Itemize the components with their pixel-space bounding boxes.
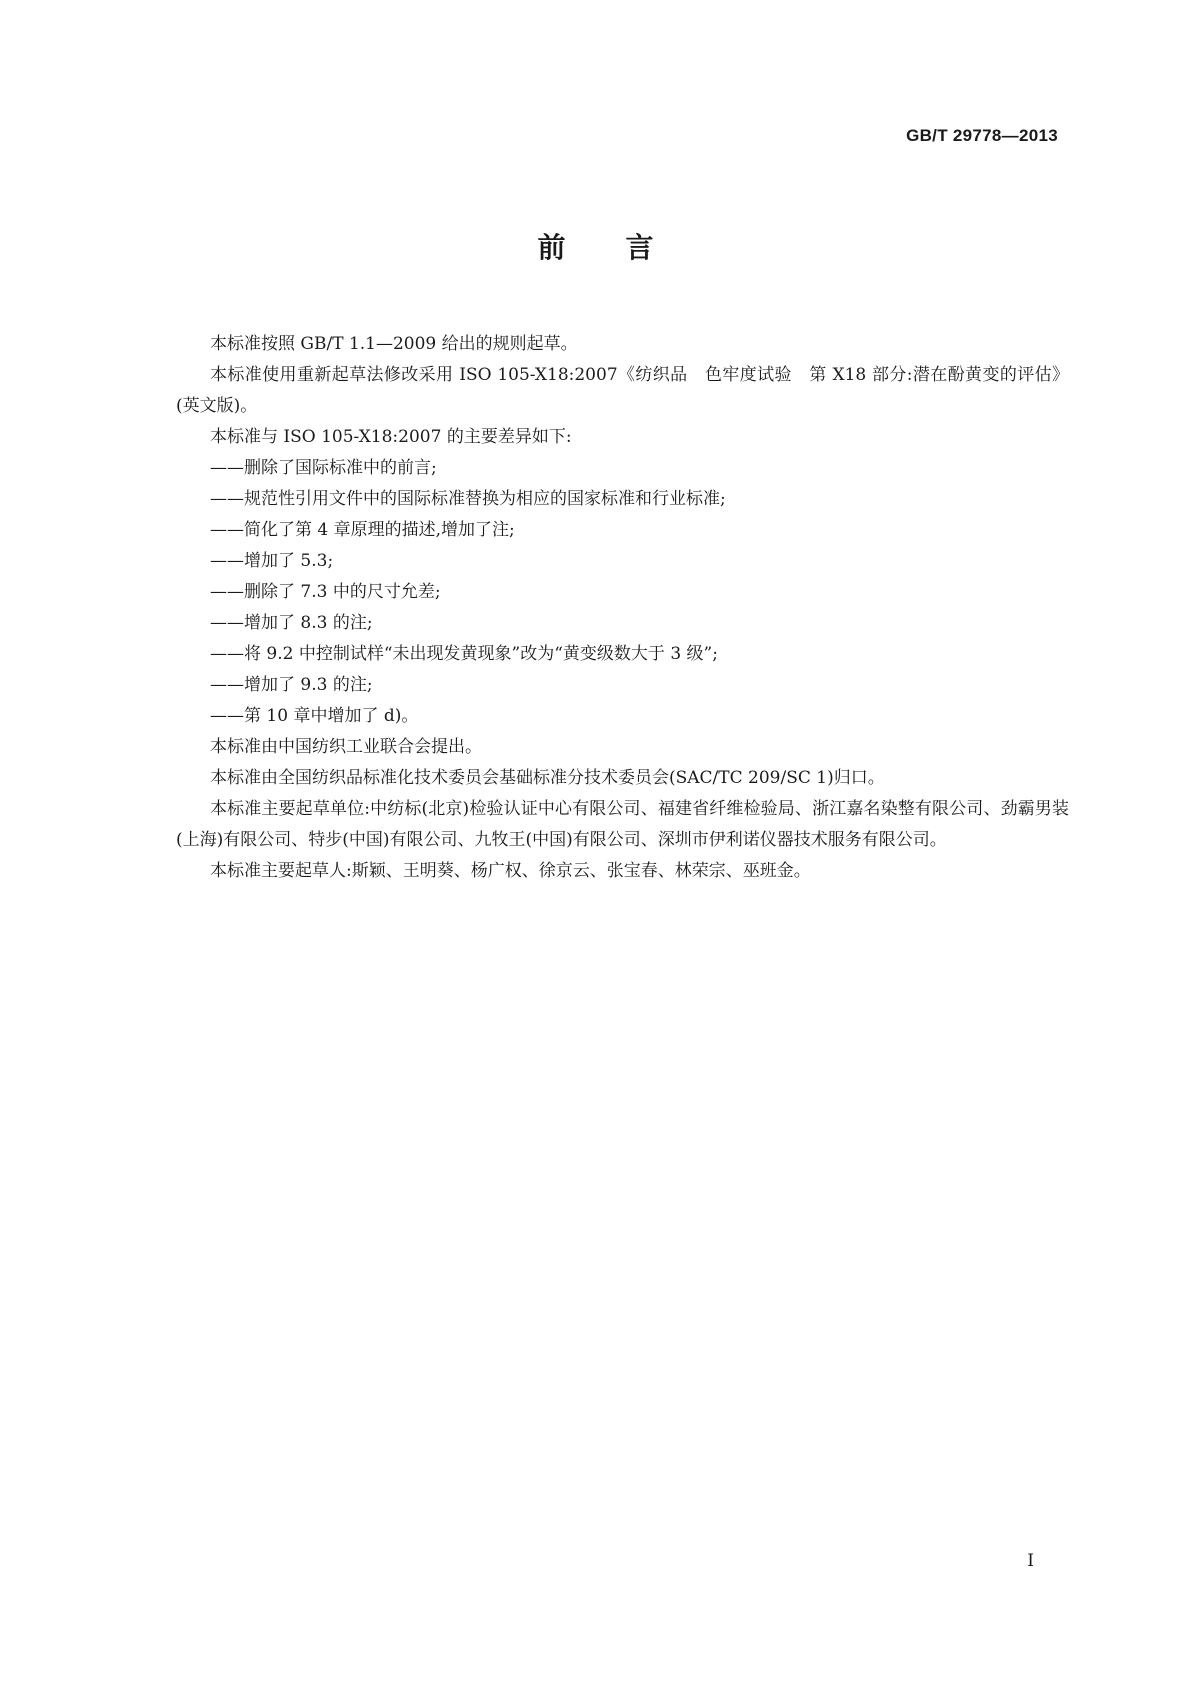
page-number: I — [1027, 1551, 1034, 1571]
list-item: ——简化了第 4 章原理的描述,增加了注; — [210, 520, 515, 540]
rules-paragraph: 本标准按照 GB/T 1.1—2009 给出的规则起草。 — [210, 334, 578, 354]
adoption-paragraph: 本标准使用重新起草法修改采用 ISO 105-X18:2007《纺织品 色牢度试验 第 X18 部分:潜在酚黄变的评估》(英文版)。 — [176, 365, 1069, 416]
foreword-body — [176, 329, 1069, 887]
committee-paragraph: 本标准由全国纺织品标准化技术委员会基础标准分技术委员会(SAC/TC 209/SC 1)归口。 — [210, 768, 885, 788]
list-item: ——将 9.2 中控制试样“未出现发黄现象”改为“黄变级数大于 3 级”; — [210, 644, 718, 664]
drafting-units-paragraph: 本标准主要起草单位:中纺标(北京)检验认证中心有限公司、福建省纤维检验局、浙江嘉名染整有限公司、劲霸男装(上海)有限公司、特步(中国)有限公司、九牧王(中国)有限公司、深圳市伊利诺仪器技术服务有限公司。 — [176, 799, 1069, 850]
list-item: ——增加了 8.3 的注; — [210, 613, 373, 633]
differences-list — [176, 453, 1069, 732]
list-item: ——增加了 5.3; — [210, 551, 334, 571]
standard-code: GB/T 29778—2013 — [906, 126, 1058, 145]
page-title: 前言 — [537, 231, 714, 264]
list-item: ——第 10 章中增加了 d)。 — [210, 706, 419, 726]
drafters-paragraph: 本标准主要起草人:斯颖、王明葵、杨广权、徐京云、张宝春、林荣宗、巫班金。 — [210, 861, 811, 881]
proposer-paragraph: 本标准由中国纺织工业联合会提出。 — [210, 737, 482, 757]
list-item: ——删除了 7.3 中的尺寸允差; — [210, 582, 441, 602]
list-item: ——删除了国际标准中的前言; — [210, 458, 437, 478]
list-item: ——规范性引用文件中的国际标准替换为相应的国家标准和行业标准; — [210, 489, 726, 509]
differences-intro: 本标准与 ISO 105-X18:2007 的主要差异如下: — [210, 427, 572, 447]
list-item: ——增加了 9.3 的注; — [210, 675, 373, 695]
